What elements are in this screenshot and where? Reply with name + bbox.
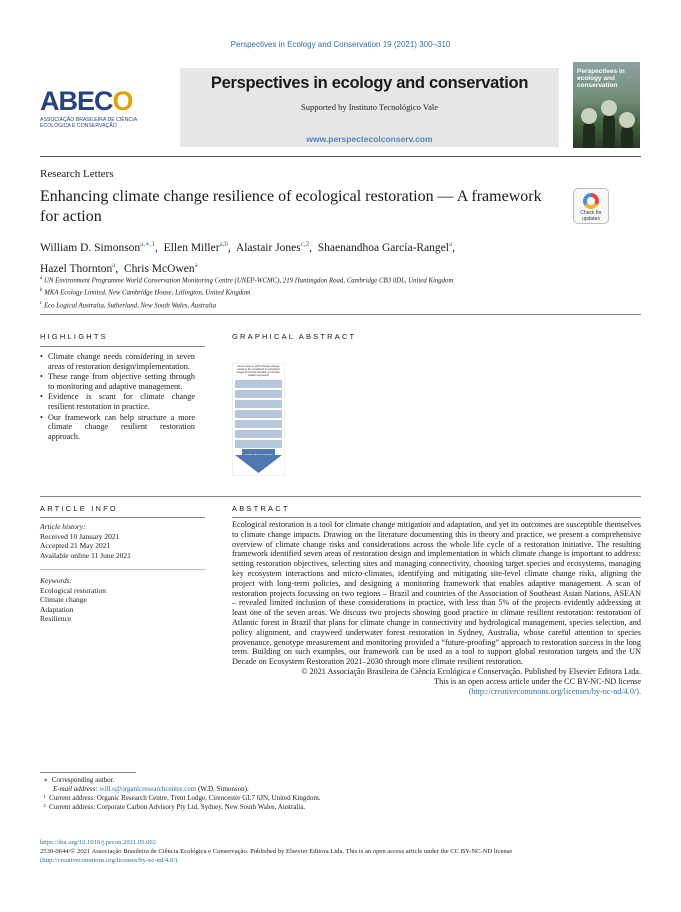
abstract-license [232, 687, 641, 697]
ga-step-5 [235, 420, 282, 428]
email-label: E-mail address: [53, 785, 98, 793]
author-list: William D. Simonson$^{a,∗,1}$, Ellen Miller$^{a,b}$, Alastair Jones$^{c,2}$, Shaenandhoa García-Rangel$^a$, Hazel Thornton$^a$, Chris McOwen$^a$ [40, 240, 455, 275]
footnote-corresponding: ∗ Corresponding author. [40, 776, 115, 784]
ga-step-6 [235, 430, 282, 438]
cover-plant-2 [603, 114, 615, 148]
keywords [40, 576, 205, 624]
abeco-logo [40, 88, 150, 136]
affiliation-item [40, 299, 600, 311]
author-name[interactable]: Chris McOwen [124, 262, 195, 275]
author-affiliation-sup[interactable]: a,b [219, 240, 228, 248]
cover-plant-head-2 [601, 100, 617, 116]
issn-line: 2530-0644/© 2021 Associação Brasileira de Ciência Ecológica e Conservação. Published by Elsevier Editora Ltda. This is an open access article under the CC BY-NC-ND license [40, 848, 513, 855]
check-for-updates-icon [583, 193, 599, 209]
cover-plant-1 [583, 122, 595, 148]
check-label-line1: Check for [580, 210, 602, 216]
banner-subtitle: Supported by Instituto Tecnológico Vale [301, 102, 438, 112]
ga-step-1 [235, 380, 282, 388]
logo-subtitle-line2: ECOLÓGICA E CONSERVAÇÃO [40, 123, 117, 129]
journal-cover-image[interactable] [573, 62, 640, 148]
article-info-top-rule [40, 496, 641, 497]
footnote-2: ² Current address: Corporate Carbon Advisory Pty Ltd, Sydney, New South Wales, Australia. [40, 803, 306, 811]
logo-subtitle [40, 117, 150, 129]
graphical-abstract-image[interactable] [232, 363, 285, 476]
cover-plant-3 [621, 126, 633, 148]
article-info-rule [40, 517, 205, 518]
history-item: Received 10 January 2021 [40, 531, 120, 541]
check-label-line2: updates [582, 216, 600, 222]
check-for-updates-label [574, 210, 608, 222]
footnote-1-text: Current address: Organic Research Centre, Trent Lodge, Cirencester GL7 6JN, United Kingdom. [49, 794, 321, 802]
highlight-item: • These range from objective setting through to monitoring and adaptive management. [40, 372, 195, 391]
corresponding-author-text: Corresponding author. [51, 776, 115, 784]
keyword-item: Ecological restoration [40, 585, 107, 595]
abstract-copyright-2: This is an open access article under the CC BY-NC-ND license [434, 676, 641, 686]
highlight-item: • Climate change needs considering in seven areas of restoration design/implementation. [40, 352, 195, 371]
history-item: Available online 11 June 2021 [40, 550, 131, 560]
author-name[interactable]: William D. Simonson [40, 241, 141, 254]
highlight-item: • Evidence is scant for climate change resilient restoration in practice. [40, 392, 195, 411]
ga-step-7 [235, 440, 282, 448]
footer-license-link[interactable]: (http://creativecommons.org/licenses/by-nc-nd/4.0/). [40, 857, 179, 864]
logo-wordmark [40, 88, 150, 115]
ga-step-2 [235, 390, 282, 398]
affiliations [40, 274, 600, 311]
keyword-item: Resilience [40, 614, 72, 623]
ga-step-3 [235, 400, 282, 408]
footnote-divider [40, 772, 136, 773]
logo-subtitle-line1: ASSOCIAÇÃO BRASILEIRA DE CIÊNCIA [40, 117, 138, 123]
author-affiliation-sup[interactable]: a,∗,1 [140, 240, 156, 248]
footnote-2-text: Current address: Corporate Carbon Advisory Pty Ltd, Sydney, New South Wales, Australia. [49, 803, 306, 811]
highlights-heading: HIGHLIGHTS [40, 332, 108, 341]
author-name[interactable]: Alastair Jones [235, 241, 301, 254]
affiliation-text: UN Environment Programme World Conservation Monitoring Centre (UNEP-WCMC), 219 Huntingdon Road, Cambridge CB3 0DL, United Kingdom [43, 277, 454, 285]
abstract-rule [232, 517, 641, 518]
author-affiliation-sup[interactable]: a [112, 260, 116, 269]
ga-arrow-label: Climate resilient restoration [244, 454, 273, 456]
affiliation-sup: b [40, 288, 43, 294]
highlights-rule [40, 346, 205, 347]
email-suffix: (W.D. Simonson). [198, 785, 249, 793]
author-affiliation-sup[interactable]: a [194, 260, 198, 269]
check-for-updates-button[interactable] [573, 188, 609, 224]
author-name[interactable]: Hazel Thornton [40, 262, 113, 275]
header-divider [40, 156, 641, 157]
logo-part1: ABEC [40, 86, 113, 116]
footnote-1: ¹ Current address: Organic Research Centre, Trent Lodge, Cirencester GL7 6JN, United Kingdom. [40, 794, 321, 802]
email-link[interactable]: will.s@organicresearchcentre.com [99, 785, 197, 793]
keywords-label: Keywords: [40, 576, 73, 585]
affiliation-sup: a [40, 276, 43, 281]
affiliation-text: Eco Logical Australia, Sutherland, New South Wales, Australia [43, 301, 217, 309]
article-history [40, 522, 205, 560]
affiliation-item [40, 286, 600, 298]
cover-title: Perspectives in ecology and conservation [577, 68, 625, 89]
author-affiliation-sup[interactable]: c,2 [300, 240, 310, 248]
history-item: Accepted 21 May 2021 [40, 541, 111, 550]
page-footer [40, 838, 641, 865]
abstract-copyright-1: © 2021 Associação Brasileira de Ciência Ecológica e Conservação. Published by Elsevier Editora Ltda. [301, 666, 641, 676]
affiliation-sup: c [40, 300, 43, 306]
logo-part2: O [112, 86, 133, 116]
journal-reference[interactable]: Perspectives in Ecology and Conservation 19 (2021) 300–310 [230, 40, 451, 49]
highlight-item: • Our framework can help structure a more climate change resilient restoration approach. [40, 413, 195, 442]
graphical-abstract-heading: GRAPHICAL ABSTRACT [232, 332, 357, 341]
article-info-heading: ARTICLE INFO [40, 504, 118, 513]
graphical-abstract-caption: Seven ways in which climate change needs to be considered in restoration design and implementation (a climate-resilient approach) [236, 365, 281, 377]
author-name[interactable]: Ellen Miller [163, 241, 220, 254]
cover-plant-head-1 [581, 108, 597, 124]
keyword-item: Climate change [40, 595, 87, 604]
keywords-rule [40, 569, 205, 570]
banner-title: Perspectives in ecology and conservation [210, 74, 529, 92]
abstract-text: Ecological restoration is a tool for climate change mitigation and adaptation, and yet its outcomes are susceptible themselves to climate change impacts. Drawing on the literature documenting this in theory and practice, we present a comprehensive overview of climate change risks and considerations across the whole life cycle of a restoration initiative. The resulting framework identified seven areas of restoration design and implementation in which climate change is important to address: setting restoration objectives, selecting sites and managing connectivity, choosing target species and ecosystems, managing key ecosystem interactions and micro-climates, identifying and mitigating site-level climate change risks, aligning the project with long-term policies, and designing a monitoring framework that enables adaptive management. A scan of restoration projects focussing on two regions – Brazil and countries of the Association of Southeast Asian Nations, ASEAN – revealed limited inclusion of these considerations in practice, with less than 5% of the projects evidently addressing at least one of the seven areas. We discuss two projects showing good practice in climate resilient restoration: restoration of Atlantic forest in Brazil that plans for climate change in connectivity and hydrological management, species selection, and policy alignment, and crayweed underwater forest restoration in Sydney, Australia, whose careful attention to species provenance, genotype measurement and monitoring provided a “future-proofing” approach to restoration success in the long term. Building on such examples, our framework can be used as a tool to support global restoration targets and the UN Decade on Ecosystem Restoration 2021–2030 through more climate resilient restoration. [232, 520, 641, 667]
cover-plant-head-3 [619, 112, 635, 128]
author-name[interactable]: Shaenandhoa García-Rangel [317, 241, 449, 254]
footnotes [40, 776, 640, 812]
affiliations-divider [40, 314, 641, 315]
doi-link[interactable]: https://doi.org/10.1016/j.pecon.2021.05.002 [40, 839, 156, 846]
banner-url[interactable]: www.perspectecolconserv.com [306, 134, 433, 144]
highlights-list [40, 352, 195, 442]
abstract-license-link[interactable]: (http://creativecommons.org/licenses/by-nc-nd/4.0/). [468, 686, 641, 696]
footnote-email [40, 785, 640, 794]
affiliation-text: MKA Ecology Limited, New Cambridge House, Litlington, United Kingdom [44, 289, 251, 297]
author-affiliation-sup[interactable]: a [448, 240, 453, 248]
journal-banner [180, 68, 559, 147]
keyword-item: Adaptation [40, 604, 74, 614]
section-label: Research Letters [40, 168, 114, 180]
affiliation-item [40, 274, 600, 286]
abstract-heading: ABSTRACT [232, 504, 290, 513]
article-title: Enhancing climate change resilience of ecological restoration — A framework for action [40, 188, 542, 225]
ga-step-4 [235, 410, 282, 418]
article-history-label: Article history: [40, 522, 86, 531]
abstract-body [232, 520, 641, 696]
